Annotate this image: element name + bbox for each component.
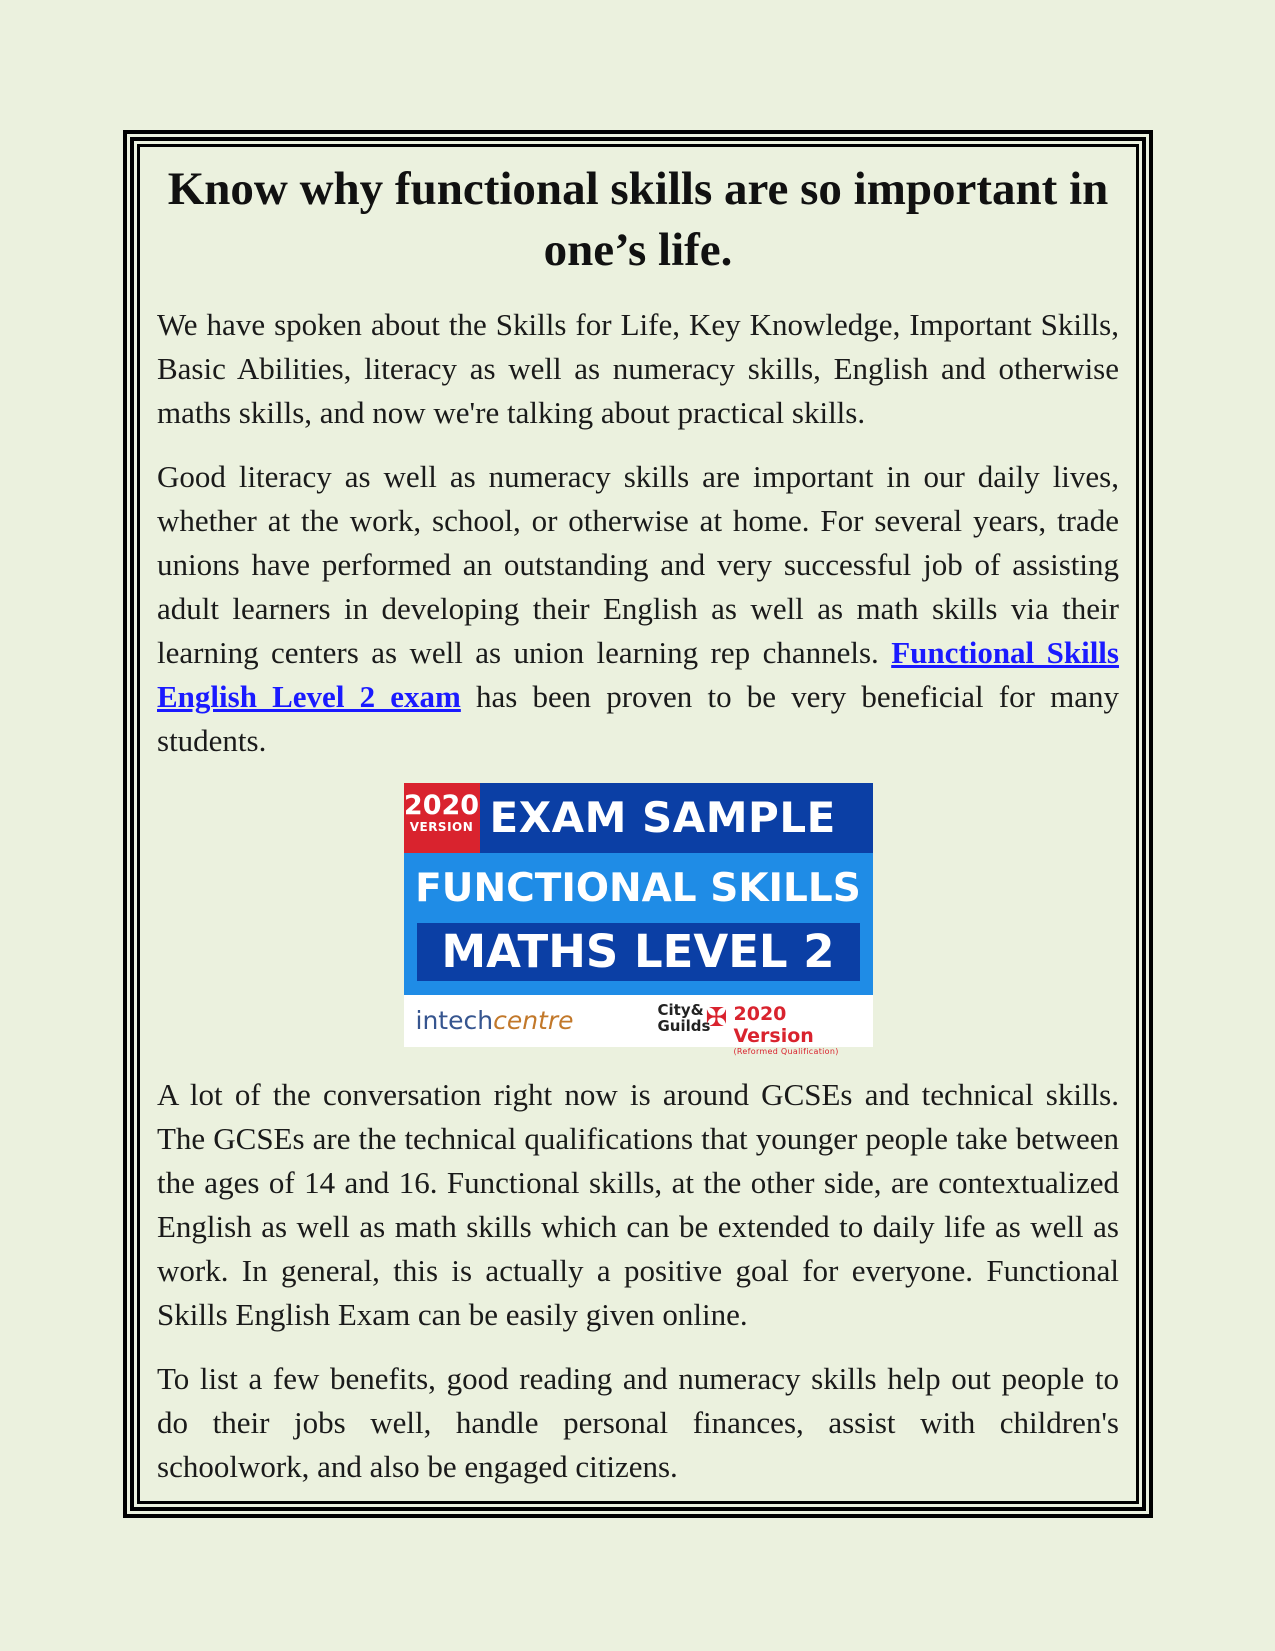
promo-line-maths-level: MATHS LEVEL 2 <box>417 923 860 981</box>
intech-centre-logo <box>416 1005 574 1037</box>
promo-version-year: 2020 <box>403 790 480 821</box>
page-title: Know why functional skills are so important in one’s life. <box>167 163 1109 276</box>
paragraph-benefits: To list a few benefits, good reading and numeracy skills help out people to do their jobs well, handle personal finances, assist with children's schoolwork, and also be engaged citizens. <box>157 1361 1119 1484</box>
page-border-middle <box>130 137 1146 1511</box>
promo-image-container <box>157 783 1119 1056</box>
promo-footer-band <box>404 995 873 1056</box>
paragraph-literacy-text: Good literacy as well as numeracy skills are important in our daily lives, whether at the work, school, or otherwise at home. For several years, trade unions have performed an outstanding and very successful job of assisting adult learners in developing their English as well as math skills via their learning centers as well as union learning rep channels. <box>157 459 1119 670</box>
logo-text-right: centre <box>493 1006 574 1035</box>
functional-skills-english-link[interactable]: Functional Skills English Level 2 exam <box>157 635 1119 714</box>
city-guilds-crest-icon: ✠ <box>705 1003 728 1033</box>
promo-version-note-main: 2020 Version <box>733 1003 814 1047</box>
promo-line-functional-skills: FUNCTIONAL SKILLS <box>415 866 861 911</box>
exam-sample-promo-image <box>403 783 873 1056</box>
city-guilds-line-1: City& <box>657 1001 704 1019</box>
promo-version-note-sub: (Reformed Qualification) <box>733 1047 839 1056</box>
article-content <box>157 159 1119 1509</box>
paragraph-literacy <box>157 455 1119 763</box>
promo-version-note <box>734 1003 873 1057</box>
page-border-frame <box>123 130 1153 1518</box>
promo-version-label: VERSION <box>409 820 474 834</box>
logo-text-left: intech <box>415 1006 494 1035</box>
page-border-inner <box>137 144 1139 1504</box>
promo-headline: EXAM SAMPLE <box>489 793 836 842</box>
paragraph-gcses: A lot of the conversation right now is around GCSEs and technical skills. The GCSEs are the technical qualifications that younger people take between the ages of 14 and 16. Functional skills, at the other side, are contextualized English as well as math skills which can be extended to daily life as well as work. In general, this is actually a positive goal for everyone. Functional Skills English Exam can be easily given online. <box>157 1077 1119 1332</box>
city-guilds-line-2: Guilds <box>657 1017 711 1035</box>
city-guilds-logo <box>657 1001 711 1035</box>
paragraph-literacy-tail: has been proven to be very beneficial for many students. <box>157 679 1119 758</box>
paragraph-intro: We have spoken about the Skills for Life, Key Knowledge, Important Skills, Basic Abilities, literacy as well as numeracy skills, English and otherwise maths skills, and now we're talking about practical skills. <box>157 307 1119 430</box>
promo-version-badge <box>404 783 480 853</box>
